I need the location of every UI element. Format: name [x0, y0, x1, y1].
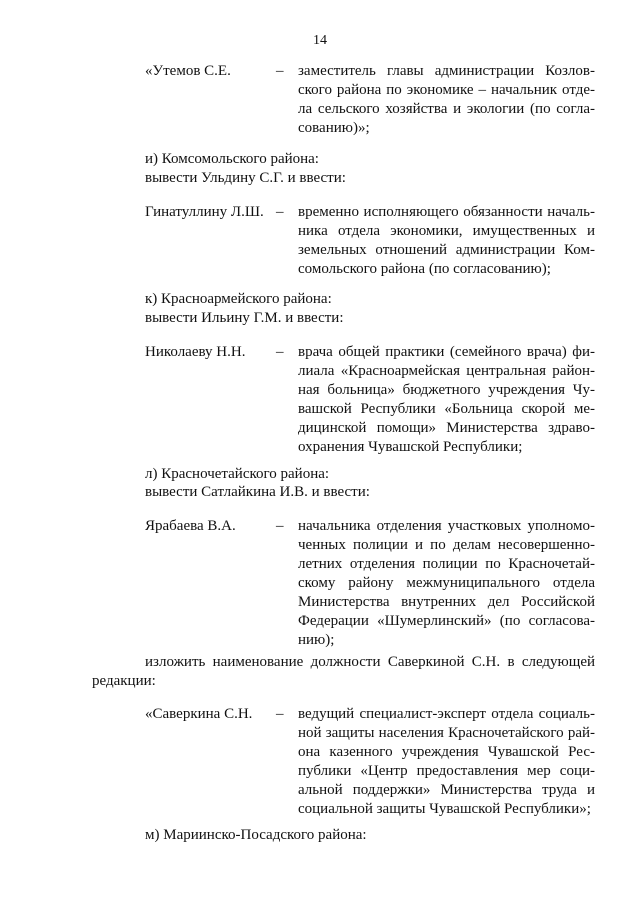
person-name: «Саверкина С.Н.	[145, 706, 253, 722]
description-line: ла сельского хозяйства и экологии (по согла-	[298, 101, 595, 117]
section-heading: к) Красноармейского района:	[145, 291, 332, 307]
description-line: временно исполняющего обязанности началь-	[298, 204, 595, 220]
description-line: альной поддержки» Министерства труда и	[298, 782, 595, 798]
position-description	[298, 203, 595, 279]
description-line: ная больница» бюджетного учреждения Чу-	[298, 382, 595, 398]
section-heading: л) Красночетайского района:	[145, 466, 330, 482]
person-name: «Утемов С.Е.	[145, 63, 231, 79]
description-line: заместитель главы администрации Козлов-	[298, 63, 595, 79]
description-line: начальника отделения участковых уполномо-	[298, 518, 595, 534]
person-name: Ярабаева В.А.	[145, 518, 236, 534]
description-line: она казенного учреждения Чувашской Рес-	[298, 744, 595, 760]
description-line: дицинской помощи» Министерства здраво-	[298, 420, 595, 436]
section-heading: и) Комсомольского района:	[145, 151, 319, 167]
description-line: сомольского района (по согласованию);	[298, 261, 551, 277]
section-heading: м) Мариинско-Посадского района:	[145, 827, 367, 843]
description-line: публики «Центр предоставления мер соци-	[298, 763, 595, 779]
description-line: скому району межмуниципального отдела	[298, 575, 595, 591]
description-line: социальной защиты Чувашской Республики»;	[298, 801, 591, 817]
position-description	[298, 62, 595, 138]
description-line: лиала «Красноармейская центральная район-	[298, 363, 595, 379]
description-line: летних отделения полиции по Красночетай-	[298, 556, 595, 572]
dash: –	[276, 344, 284, 360]
description-line: ной защиты населения Красночетайского рай-	[298, 725, 595, 741]
description-line: Федерации «Шумерлинский» (по согласова-	[298, 613, 595, 629]
description-line: вашской Республики «Больница скорой ме-	[298, 401, 595, 417]
dash: –	[276, 706, 284, 722]
description-line: нию);	[298, 632, 335, 648]
paragraph-line: изложить наименование должности Саверкиной С.Н. в следующей	[145, 654, 595, 670]
paragraph-line: редакции:	[92, 673, 156, 689]
description-line: ченных полиции и по делам несовершенно-	[298, 537, 595, 553]
person-name: Николаеву Н.Н.	[145, 344, 246, 360]
position-description	[298, 343, 595, 457]
dash: –	[276, 63, 284, 79]
description-line: земельных отношений администрации Ком-	[298, 242, 595, 258]
dash: –	[276, 204, 284, 220]
description-line: врача общей практики (семейного врача) фи-	[298, 344, 595, 360]
description-line: Министерства внутренних дел Российской	[298, 594, 595, 610]
position-description	[298, 705, 595, 819]
position-description	[298, 517, 595, 650]
description-line: охранения Чувашской Республики;	[298, 439, 523, 455]
description-line: ведущий специалист-эксперт отдела социаль-	[298, 706, 595, 722]
description-line: ника отдела экономики, имущественных и	[298, 223, 595, 239]
section-instruction: вывести Сатлайкина И.В. и ввести:	[145, 484, 370, 500]
section-instruction: вывести Ульдину С.Г. и ввести:	[145, 170, 346, 186]
description-line: сованию)»;	[298, 120, 370, 136]
person-name: Гинатуллину Л.Ш.	[145, 204, 264, 220]
body-paragraph	[92, 653, 595, 691]
section-instruction: вывести Ильину Г.М. и ввести:	[145, 310, 344, 326]
page-number: 14	[313, 33, 327, 48]
dash: –	[276, 518, 284, 534]
description-line: ского района по экономике – начальник отде-	[298, 82, 595, 98]
